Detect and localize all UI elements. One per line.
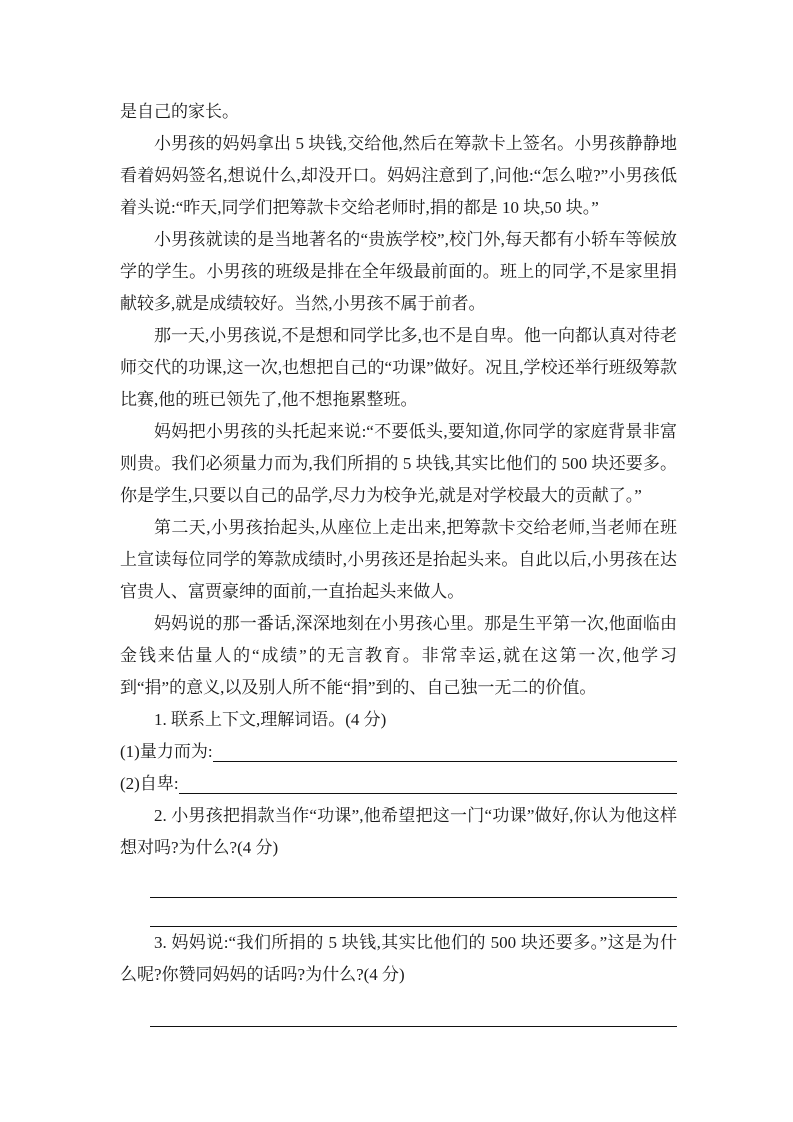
- blank-1-underline: [213, 761, 677, 762]
- story-paragraph: 妈妈把小男孩的头托起来说:“不要低头,要知道,你同学的家庭背景非富则贵。我们必须量力而为,我们所捐的 5 块钱,其实比他们的 500 块还要多。你是学生,只要以自己的品学,尽力为校争光,就是对学校最大的贡献了。”: [120, 422, 677, 505]
- blank-2-label: (2)自卑:: [120, 774, 179, 793]
- story-paragraph: 妈妈说的那一番话,深深地刻在小男孩心里。那是生平第一次,他面临由金钱来估量人的“成绩”的无言教育。非常幸运,就在这第一次,他学习到“捐”的意义,以及别人所不能“捐”到的、自己独一无二的价值。: [120, 614, 677, 697]
- story-paragraph-continuation: 是自己的家长。: [120, 102, 239, 121]
- question-3-text: 3. 妈妈说:“我们所捐的 5 块钱,其实比他们的 500 块还要多。”这是为什么呢?你赞同妈妈的话吗?为什么?(4 分): [120, 933, 677, 984]
- question-2-text: 2. 小男孩把捐款当作“功课”,他希望把这一门“功课”做好,你认为他这样想对吗?为什么?(4 分): [120, 806, 677, 857]
- story-paragraph: 那一天,小男孩说,不是想和同学比多,也不是自卑。他一向都认真对待老师交代的功课,这一次,也想把自己的“功课”做好。况且,学校还举行班级筹款比赛,他的班已领先了,他不想拖累整班。: [120, 326, 677, 409]
- question-1-blank-2: [120, 768, 677, 800]
- blank-1-label: (1)量力而为:: [120, 742, 213, 761]
- question-1-title: 1. 联系上下文,理解词语。(4 分): [154, 710, 387, 729]
- story-paragraph: 小男孩的妈妈拿出 5 块钱,交给他,然后在筹款卡上签名。小男孩静静地看着妈妈签名,想说什么,却没开口。妈妈注意到了,问他:“怎么啦?”小男孩低着头说:“昨天,同学们把筹款卡交给老师时,捐的都是 10 块,50 块。”: [120, 134, 677, 217]
- question-2-answer-line-1: [150, 864, 677, 898]
- blank-2-underline: [179, 793, 677, 794]
- question-2-answer-line-2: [150, 898, 677, 927]
- question-1-blank-1: [120, 736, 677, 768]
- story-paragraph: 第二天,小男孩抬起头,从座位上走出来,把筹款卡交给老师,当老师在班上宣读每位同学的筹款成绩时,小男孩还是抬起头来。自此以后,小男孩在达官贵人、富贾豪绅的面前,一直抬起头来做人。: [120, 518, 677, 601]
- question-3-answer-line-1: [150, 991, 677, 1027]
- story-paragraph: 小男孩就读的是当地著名的“贵族学校”,校门外,每天都有小轿车等候放学的学生。小男孩的班级是排在全年级最前面的。班上的同学,不是家里捐献较多,就是成绩较好。当然,小男孩不属于前者。: [120, 230, 677, 313]
- document-content: [120, 96, 677, 1027]
